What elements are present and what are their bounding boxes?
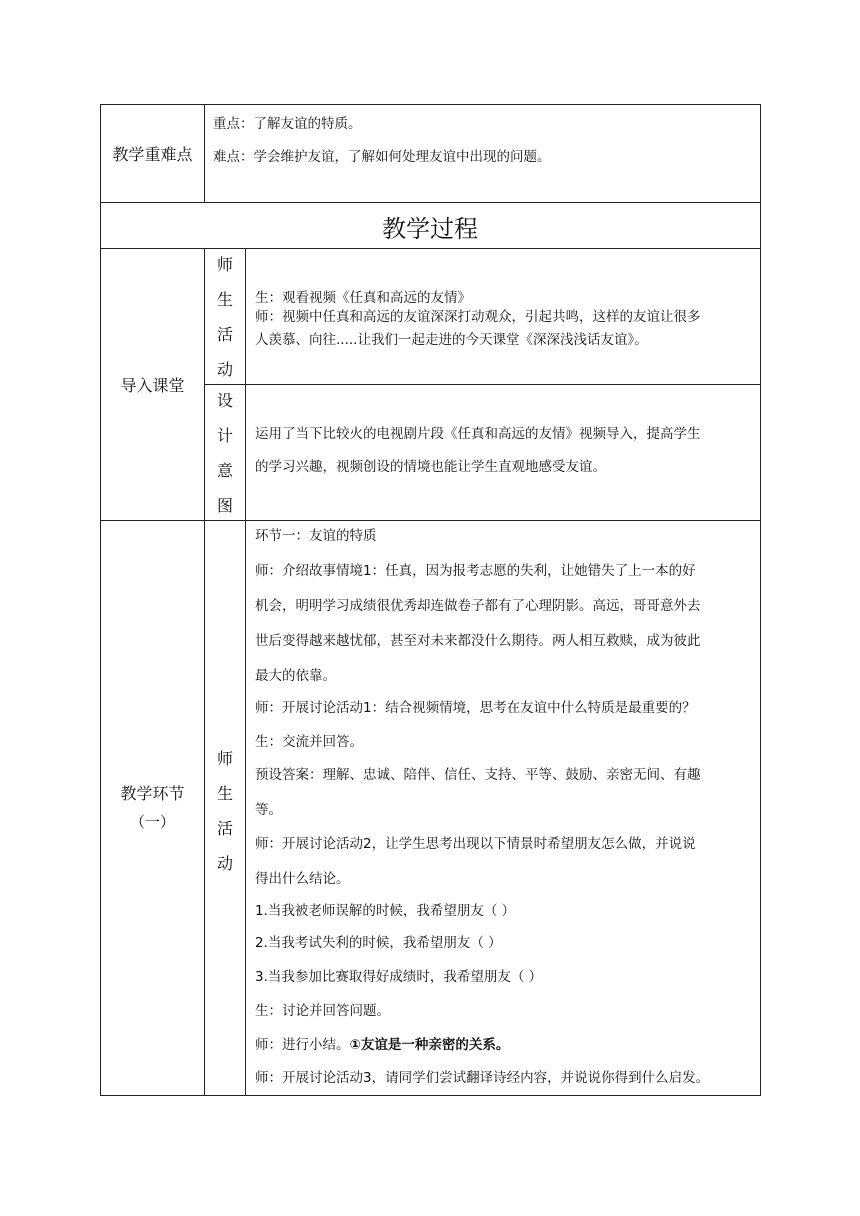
vertical-char: 计 bbox=[216, 425, 233, 445]
vertical-char: 动 bbox=[216, 359, 233, 379]
section1-line: 预设答案：理解、忠诚、陪伴、信任、支持、平等、鼓励、亲密无间、有趣 bbox=[255, 767, 701, 783]
intro-design-line: 的学习兴趣，视频创设的情境也能让学生直观地感受友谊。 bbox=[255, 459, 606, 475]
section1-line: 3.当我参加比赛取得好成绩时，我希望朋友（ ） bbox=[255, 969, 543, 985]
vertical-char: 图 bbox=[216, 495, 233, 515]
section1-line: 师：开展讨论活动1：结合视频情境，思考在友谊中什么特质是最重要的？ bbox=[255, 700, 696, 716]
intro-activity-line: 生：观看视频《任真和高远的友情》 bbox=[255, 290, 471, 306]
table-border-right bbox=[760, 104, 761, 1096]
table-divider-3 bbox=[205, 384, 761, 385]
vertical-char: 设 bbox=[216, 390, 233, 410]
intro-label: 导入课堂 bbox=[120, 376, 185, 395]
intro-activity-label bbox=[205, 249, 245, 384]
vertical-char: 师 bbox=[216, 254, 233, 274]
section1-line: 师：开展讨论活动3，请同学们尝试翻译诗经内容，并说说你得到什么启发。 bbox=[255, 1070, 710, 1086]
section1-line: 等。 bbox=[255, 802, 282, 818]
process-title: 教学过程 bbox=[382, 214, 478, 243]
section1-label: 教学环节 bbox=[120, 784, 185, 803]
section1-line: 2.当我考试失利的时候，我希望朋友（ ） bbox=[255, 935, 502, 951]
intro-design-label bbox=[205, 385, 245, 520]
vertical-char: 动 bbox=[216, 854, 233, 873]
section1-activity-label bbox=[205, 741, 245, 881]
key-point-text: 重点：了解友谊的特质。 bbox=[213, 116, 362, 132]
vertical-char: 生 bbox=[216, 784, 233, 803]
vertical-char: 生 bbox=[216, 289, 233, 309]
summary-prefix: 师：进行小结。 bbox=[255, 1037, 350, 1053]
section1-line: 师：介绍故事情境1：任真，因为报考志愿的失利，让她错失了上一本的好 bbox=[255, 563, 696, 579]
vertical-char: 活 bbox=[216, 324, 233, 344]
table-border-bottom bbox=[100, 1095, 761, 1096]
section1-line: 机会，明明学习成绩很优秀却连做卷子都有了心理阴影。高远，哥哥意外去 bbox=[255, 598, 701, 614]
section1-line: 世后变得越来越忧郁，甚至对未来都没什么期待。两人相互救赎，成为彼此 bbox=[255, 633, 701, 649]
section1-label-cell bbox=[101, 521, 204, 1095]
section1-sublabel: （一） bbox=[129, 813, 175, 831]
column-divider-1-top bbox=[204, 104, 205, 202]
vertical-char: 师 bbox=[216, 749, 233, 768]
intro-activity-line: 师：视频中任真和高远的友谊深深打动观众，引起共鸣，这样的友谊让很多 bbox=[255, 309, 701, 325]
section1-line: 环节一：友谊的特质 bbox=[255, 528, 377, 544]
intro-activity-line: 人羡慕、向往.....让我们一起走进的今天课堂《深深浅浅话友谊》。 bbox=[255, 332, 648, 348]
intro-design-line: 运用了当下比较火的电视剧片段《任真和高远的友情》视频导入，提高学生 bbox=[255, 426, 701, 442]
section1-line: 生：讨论并回答问题。 bbox=[255, 1003, 390, 1019]
section1-summary-line bbox=[255, 1036, 509, 1054]
difficulty-label: 教学重难点 bbox=[112, 145, 193, 164]
column-divider-2 bbox=[245, 248, 246, 1096]
difficult-point-text: 难点：学会维护友谊，了解如何处理友谊中出现的问题。 bbox=[213, 149, 551, 165]
vertical-char: 活 bbox=[216, 819, 233, 838]
section1-line: 得出什么结论。 bbox=[255, 871, 350, 887]
section1-line: 师：开展讨论活动2，让学生思考出现以下情景时希望朋友怎么做，并说说 bbox=[255, 836, 696, 852]
section1-line: 生：交流并回答。 bbox=[255, 734, 363, 750]
summary-conclusion: ①友谊是一种亲密的关系。 bbox=[349, 1037, 510, 1053]
vertical-char: 意 bbox=[216, 460, 233, 480]
section1-line: 最大的依靠。 bbox=[255, 668, 336, 684]
section1-line: 1.当我被老师误解的时候，我希望朋友（ ） bbox=[255, 903, 516, 919]
